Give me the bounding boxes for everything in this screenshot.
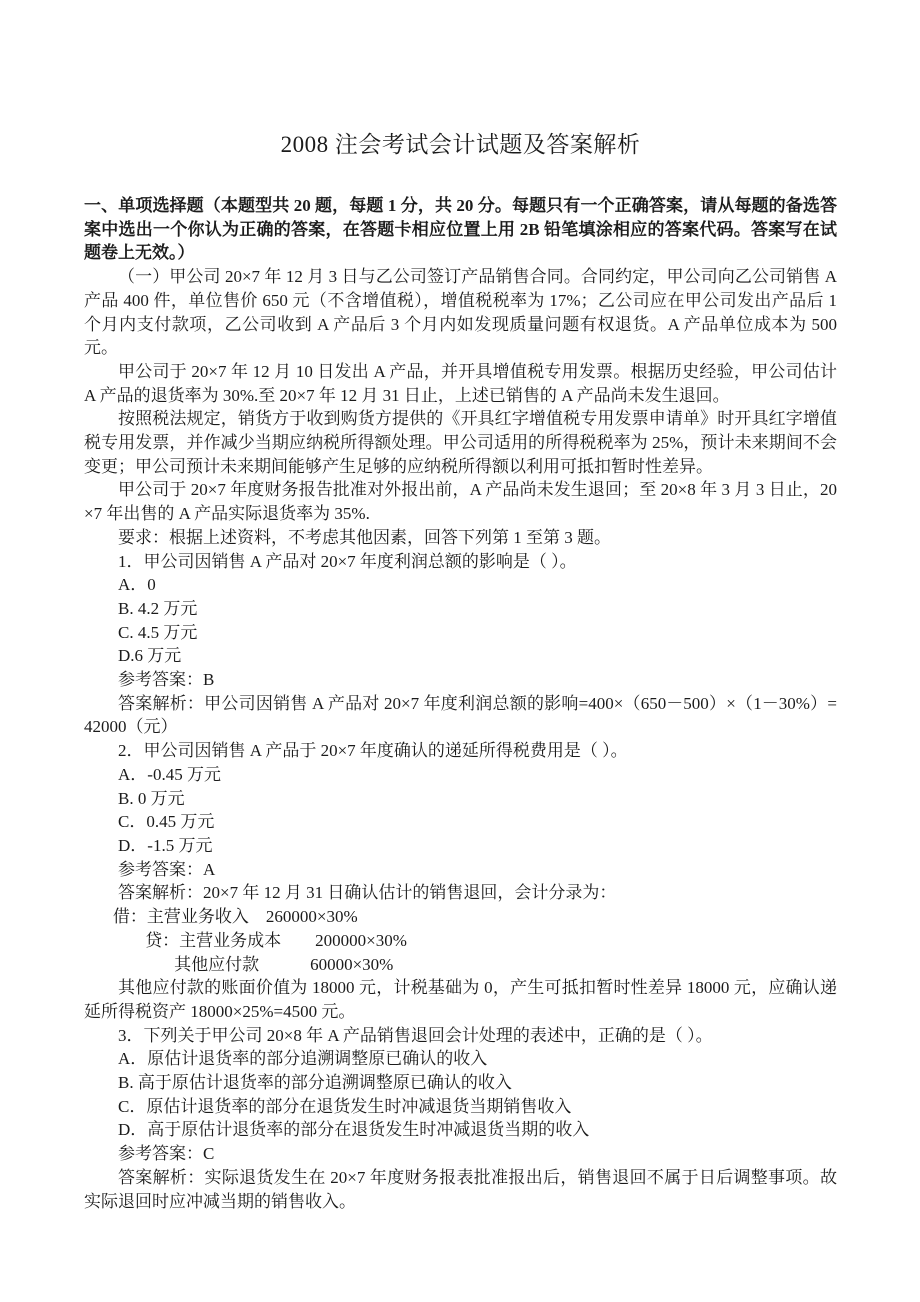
option: A．原估计退货率的部分追溯调整原已确认的收入 [118, 1049, 488, 1069]
paragraph: 甲公司于 20×7 年 12 月 10 日发出 A 产品，并开具增值税专用发票。根据历史经验，甲公司估计 A 产品的退货率为 30%.至 20×7 年 12 月 31 日止，上述已销售的 A 产品尚未发生退回。 [84, 361, 837, 405]
reference-answer: 参考答案：A [118, 859, 216, 879]
option: B. 4.2 万元 [118, 598, 198, 618]
option: A．0 [118, 575, 156, 595]
reference-answer: 参考答案：B [118, 670, 215, 690]
option: B. 0 万元 [118, 788, 185, 808]
answer-analysis: 答案解析：甲公司因销售 A 产品对 20×7 年度利润总额的影响=400×（650－500）×（1－30%）=42000（元） [84, 693, 837, 737]
journal-entry-line: 贷：主营业务成本 200000×30% [145, 930, 407, 950]
answer-analysis: 答案解析：实际退货发生在 20×7 年度财务报表批准报出后，销售退回不属于日后调整事项。故实际退回时应冲减当期的销售收入。 [84, 1167, 837, 1211]
journal-entry-line: 借：主营业务收入 260000×30% [112, 907, 358, 927]
option: B. 高于原估计退货率的部分追溯调整原已确认的收入 [118, 1073, 512, 1093]
option: C. 4.5 万元 [118, 622, 198, 642]
question: 3．下列关于甲公司 20×8 年 A 产品销售退回会计处理的表述中，正确的是（ ）。 [118, 1025, 713, 1045]
paragraph: 要求：根据上述资料，不考虑其他因素，回答下列第 1 至第 3 题。 [118, 527, 611, 547]
journal-entry-line: 其他应付款 60000×30% [174, 954, 394, 974]
option: D．-1.5 万元 [118, 835, 213, 855]
paragraph: 其他应付款的账面价值为 18000 元，计税基础为 0，产生可抵扣暂时性差异 18000 元，应确认递延所得税资产 18000×25%=4500 元。 [84, 978, 837, 1021]
option: C．原估计退货率的部分在退货发生时冲减退货当期销售收入 [118, 1096, 572, 1116]
option: A．-0.45 万元 [118, 764, 221, 784]
paragraph: 甲公司于 20×7 年度财务报告批准对外报出前，A 产品尚未发生退回；至 20×8 年 3 月 3 日止，20×7 年出售的 A 产品实际退货率为 35%. [84, 480, 837, 524]
option: D．高于原估计退货率的部分在退货发生时冲减退货当期的收入 [118, 1120, 590, 1140]
document-title: 2008 注会考试会计试题及答案解析 [280, 132, 641, 157]
paragraph: （一）甲公司 20×7 年 12 月 3 日与乙公司签订产品销售合同。合同约定，甲公司向乙公司销售 A 产品 400 件，单位售价 650 元（不含增值税），增值税税率为 17%；乙公司应在甲公司发出产品后 1 个月内支付款项，乙公司收到 A 产品后 3 个月内如发现质量问题有权退货。A 产品单位成本为 500 元。 [84, 267, 837, 358]
option: D.6 万元 [118, 646, 182, 666]
question: 1．甲公司因销售 A 产品对 20×7 年度利润总额的影响是（ ）。 [118, 551, 577, 571]
reference-answer: 参考答案：C [118, 1144, 215, 1164]
paragraph: 按照税法规定，销货方于收到购货方提供的《开具红字增值税专用发票申请单》时开具红字增值税专用发票，并作减少当期应纳税所得额处理。甲公司适用的所得税税率为 25%，预计未来期间不会变更；甲公司预计未来期间能够产生足够的应纳税所得额以利用可抵扣暂时性差异。 [84, 409, 837, 476]
section-heading: 一、单项选择题（本题型共 20 题，每题 1 分，共 20 分。每题只有一个正确答案，请从每题的备选答案中选出一个你认为正确的答案，在答题卡相应位置上用 2B 铅笔填涂相应的答案代码。答案写在试题卷上无效。） [84, 196, 837, 263]
document-body [84, 194, 837, 1213]
answer-analysis: 答案解析：20×7 年 12 月 31 日确认估计的销售退回，会计分录为： [118, 883, 617, 903]
question: 2．甲公司因销售 A 产品于 20×7 年度确认的递延所得税费用是（ ）。 [118, 741, 628, 761]
option: C．0.45 万元 [118, 812, 215, 832]
